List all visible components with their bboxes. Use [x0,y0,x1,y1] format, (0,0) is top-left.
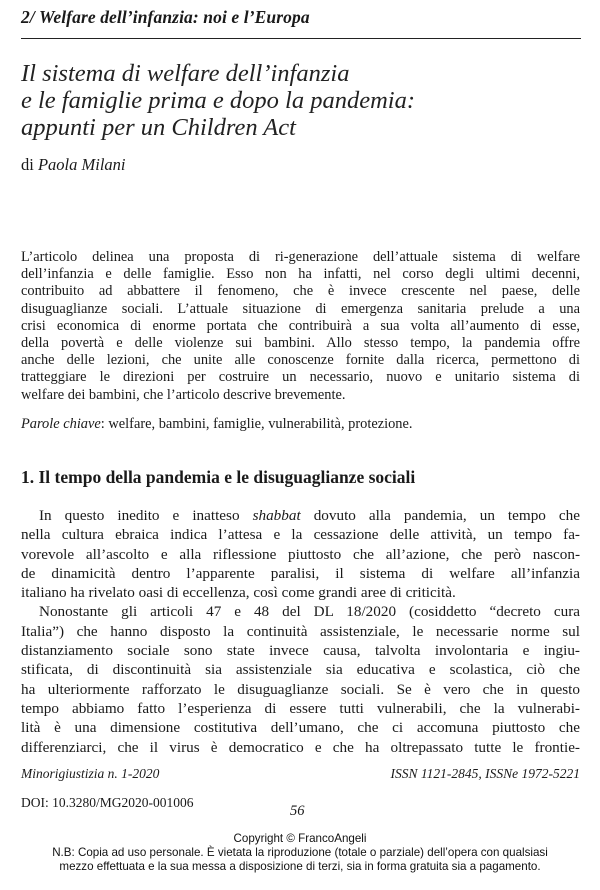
emphasis-shabbat: shabbat [252,507,301,524]
doi: DOI: 10.3280/MG2020-001006 [21,795,194,810]
article-title [21,60,415,141]
notice-line: mezzo effettuata e la sua messa a disposizione di terzi, sia in forma gratuita sia a pagamento. [59,860,541,873]
body-line: tempo abbiamo fatto l’esperienza di essere tutti vulnerabili, che la vulnerabi- [21,699,580,717]
body-line: italiano ha rivelato oasi di eccellenza, così come grandi aree di criticità. [21,584,456,602]
body-line [21,506,580,525]
body-line: Italia”) che hanno disposto la continuità assistenziale, le necessarie norme sul [21,622,580,640]
page-number: 56 [290,803,305,819]
abstract [21,249,580,404]
article-author [21,155,126,175]
abstract-line: L’articolo delinea una proposta di ri-generazione dell’attuale sistema di welfare [21,249,580,265]
keywords-label: Parole chiave [21,416,101,432]
body-text-span: dovuto alla pandemia, un tempo che [300,507,580,524]
body-line: Nonostante gli articoli 47 e 48 del DL 18/2020 (cosiddetto “decreto cura [39,603,580,621]
body-text [21,506,580,757]
copyright-line: Copyright © FrancoAngeli [233,832,367,845]
journal-citation: Minorigiustizia n. 1-2020 [21,766,160,781]
keywords [21,416,412,433]
author-name: Paola Milani [37,155,126,174]
author-prefix: di [21,155,34,174]
body-line: differenziarci, che il virus è democratico e che ha oltrepassato tutte le frontie- [21,738,580,756]
keywords-list: : welfare, bambini, famiglie, vulnerabilità, protezione. [100,416,413,432]
abstract-line: disuguaglianze sociali. L’attuale situazione di emergenza sanitaria prelude a una [21,300,580,317]
copyright-notice [0,832,600,874]
issn: ISSN 1121-2845, ISSNe 1972-5221 [390,766,580,781]
article-title-line: appunti per un Children Act [21,114,296,141]
body-line: distanziamento sociale sono state invece causa, talvolta involontaria e ingiu- [21,642,580,660]
header-divider [21,38,581,39]
body-line: ha ulteriormente rafforzato le disuguaglianze sociali. Se è vero che in questo [21,680,580,698]
abstract-line: anche delle lezioni, che unite alle conoscenze fornite dalla ricerca, permettono di [21,352,580,369]
running-section-header: 2/ Welfare dell’infanzia: noi e l’Europa [21,7,310,27]
abstract-line: welfare dei bambini, che l’articolo descrive brevemente. [21,386,346,403]
abstract-line: crisi economica di enorme portata che contribuirà a sua volta all’aumento di esse, [21,317,580,334]
notice-line: N.B: Copia ad uso personale. È vietata la riproduzione (totale o parziale) dell’opera con qualsiasi [52,846,548,859]
abstract-line: dell’infanzia e delle famiglie. Esso non ha infatti, nel corso degli ultimi decenni, [21,266,580,283]
abstract-line: contribuito ad abbattere il fenomeno, che è invece crescente nel paese, delle [21,283,580,300]
body-line: de dinamicità dentro l’apparente paralisi, il sistema di welfare all’infanzia [21,564,580,582]
section-heading: 1. Il tempo della pandemia e le disuguaglianze sociali [21,467,416,487]
body-line: nella cultura ebraica indica l’attesa e la cessazione delle attività, un tempo fa- [21,526,580,544]
abstract-line: della povertà e delle violenze sui bambini. Allo stesso tempo, la pandemia offre [21,335,580,352]
abstract-line: tratteggiare le direzioni per costruire un necessario, nuovo e unitario sistema di [21,369,580,386]
article-title-line: Il sistema di welfare dell’infanzia [21,60,350,87]
body-line: lità è una dimensione costitutiva dell’umano, che ci accomuna piuttosto che [21,719,580,737]
body-line: stificata, di discontinuità sia assistenziale sia educativa e scolastica, ciò che [21,661,580,679]
body-line: vorevole all’ascolto e alla riflessione piuttosto che all’azione, che però nascon- [21,545,580,563]
article-title-line: e le famiglie prima e dopo la pandemia: [21,87,415,114]
body-text-span: In questo inedito e inatteso [39,507,253,524]
